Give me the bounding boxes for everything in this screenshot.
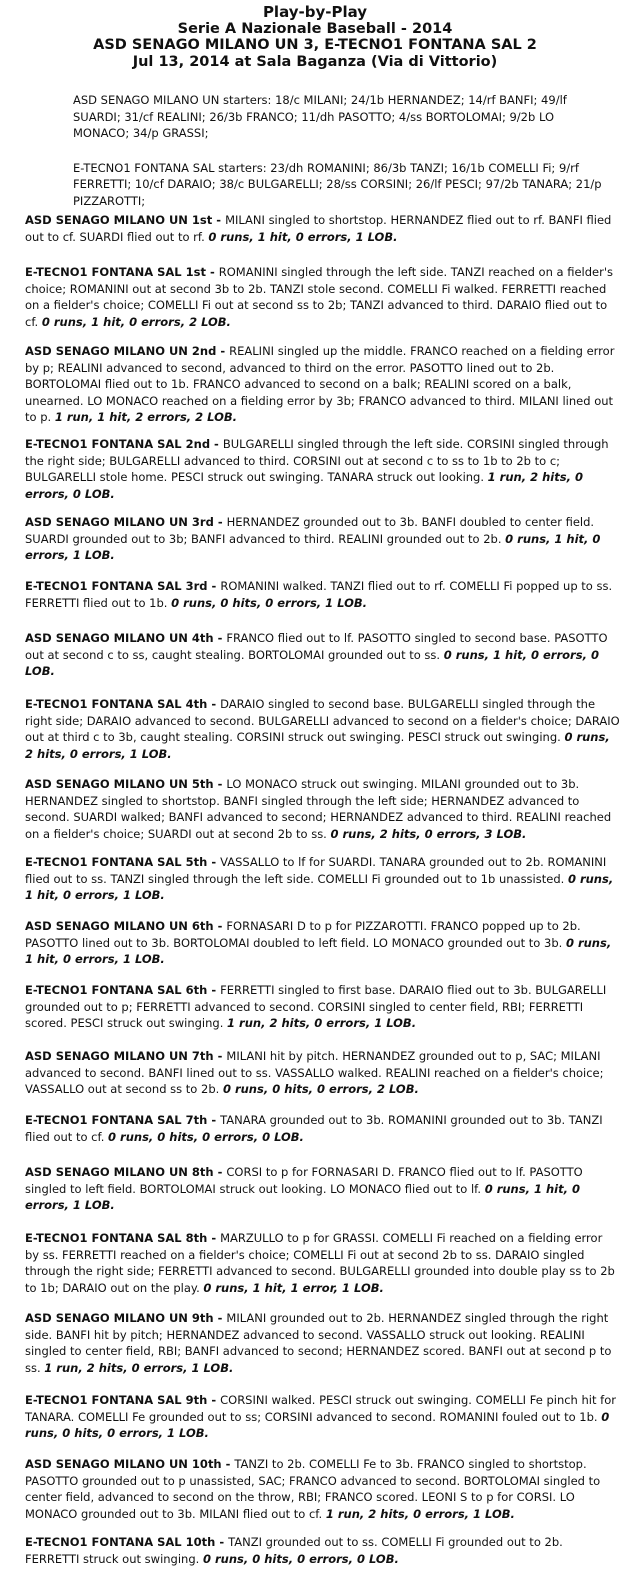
play-paragraph [25,696,620,762]
inning-summary: 0 runs, 0 hits, 0 errors, 1 LOB. [171,595,367,610]
league-title: Serie A Nazionale Baseball - 2014 [177,20,453,37]
play-text: TANZI grounded out to ss. COMELLI Fi grounded out to 2b. FERRETTI struck out swinging. [25,1535,563,1566]
inning-summary: 0 runs, 1 hit, 0 errors, 0 LOB. [25,647,599,678]
inning-summary: 1 run, 2 hits, 0 errors, 1 LOB. [325,1506,515,1521]
date-venue: Jul 13, 2014 at Sala Baganza (Via di Vittorio) [132,53,498,70]
inning-label: ASD SENAGO MILANO UN 6th - [25,919,227,933]
play-paragraph [25,1534,620,1567]
play-paragraph [25,854,620,904]
inning-summary: 0 runs, 2 hits, 0 errors, 3 LOB. [330,826,527,841]
play-paragraph [25,212,620,245]
play-text: MILANI grounded out to 2b. HERNANDEZ singled through the right side. BANFI hit by pitch; HERNANDEZ advanced to second. VASSALLO struck out looking. REALINI singled to center field, RBI; BANFI advanced to second; HERNANDEZ scored. BANFI out at second p to ss. [25,1311,612,1375]
play-paragraph [25,1456,620,1522]
play-paragraph [25,1230,620,1296]
play-paragraph [25,578,620,611]
header [0,0,630,70]
inning-summary: 1 run, 1 hit, 2 errors, 2 LOB. [54,410,238,424]
play-text: VASSALLO to lf for SUARDI. TANARA grounded out to 2b. ROMANINI flied out to ss. TANZI singled through the left side. COMELLI Fi grounded out to 1b unassisted. [25,855,607,886]
inning-label: ASD SENAGO MILANO UN 2nd - [25,344,230,358]
inning-label: E-TECNO1 FONTANA SAL 10th - [25,1535,229,1549]
inning-summary: 0 runs, 0 hits, 0 errors, 2 LOB. [222,1082,419,1096]
inning-label: E-TECNO1 FONTANA SAL 8th - [25,1231,221,1245]
play-paragraph [25,1164,620,1214]
play-text: HERNANDEZ grounded out to 3b. BANFI doubled to center field. SUARDI grounded out to 3b; BANFI advanced to third. REALINI grounded out to 2b. [25,515,595,546]
inning-label: ASD SENAGO MILANO UN 9th - [25,1311,227,1325]
play-text: DARAIO singled to second base. BULGARELLI singled through the right side; DARAIO advanced to second. BULGARELLI advanced to second on a fielder's choice; DARAIO out at third c to 3b, caught stealing. CORSINI struck out swinging. PESCI struck out swinging. [25,697,620,744]
starters-section [73,92,610,209]
inning-summary: 0 runs, 1 hit, 0 errors, 1 LOB. [25,1181,580,1212]
inning-label: E-TECNO1 FONTANA SAL 5th - [25,855,221,869]
inning-summary: 0 runs, 1 hit, 1 error, 1 LOB. [203,1280,384,1295]
inning-summary: 0 runs, 1 hit, 0 errors, 1 LOB. [25,531,601,562]
inning-label: ASD SENAGO MILANO UN 8th - [25,1165,227,1179]
play-text: ROMANINI walked. TANZI flied out to rf. COMELLI Fi popped up to ss. FERRETTI flied out to 1b. [25,579,613,610]
play-paragraph [25,264,620,330]
inning-label: ASD SENAGO MILANO UN 3rd - [25,515,227,529]
inning-label: E-TECNO1 FONTANA SAL 4th - [25,697,221,711]
play-text: MILANI hit by pitch. HERNANDEZ grounded out to p, SAC; MILANI advanced to second. BANFI lined out to ss. VASSALLO walked. REALINI reached on a fielder's choice; VASSALLO out at second ss to 2b. [25,1049,604,1096]
inning-summary: 0 runs, 0 hits, 0 errors, 1 LOB. [25,1409,610,1440]
play-paragraph [25,1048,620,1098]
inning-label: E-TECNO1 FONTANA SAL 9th - [25,1393,221,1407]
inning-label: ASD SENAGO MILANO UN 4th - [25,631,227,645]
play-paragraph [25,1112,620,1145]
inning-label: ASD SENAGO MILANO UN 5th - [25,777,227,791]
play-paragraph [25,630,620,680]
play-paragraph [25,436,620,502]
play-text: FRANCO flied out to lf. PASOTTO singled to second base. PASOTTO out at second c to ss, caught stealing. BORTOLOMAI grounded out to ss. [25,631,608,662]
matchup-score: ASD SENAGO MILANO UN 3, E-TECNO1 FONTANA SAL 2 [93,37,537,53]
play-text: CORSI to p for FORNASARI D. FRANCO flied out to lf. PASOTTO singled to left field. BORTOLOMAI struck out looking. LO MONACO flied out to lf. [25,1165,583,1196]
inning-summary: 0 runs, 0 hits, 0 errors, 0 LOB. [108,1129,304,1144]
inning-label: ASD SENAGO MILANO UN 10th - [25,1457,235,1471]
inning-label: E-TECNO1 FONTANA SAL 7th - [25,1113,221,1127]
play-text: FORNASARI D to p for PIZZAROTTI. FRANCO popped up to 2b. PASOTTO lined out to 3b. BORTOLOMAI doubled to left field. LO MONACO grounded out to 3b. [25,919,581,950]
inning-summary: 1 run, 2 hits, 0 errors, 1 LOB. [227,1016,417,1030]
play-paragraph [25,918,620,968]
play-paragraph [25,776,620,842]
play-text: TANARA grounded out to 3b. ROMANINI grounded out to 3b. TANZI flied out to cf. [25,1113,603,1144]
inning-summary: 0 runs, 1 hit, 0 errors, 1 LOB. [208,229,398,244]
inning-summary: 0 runs, 1 hit, 0 errors, 1 LOB. [25,935,612,966]
play-paragraph [25,514,620,564]
play-text: BULGARELLI singled through the left side. CORSINI singled through the right side; BULGARELLI advanced to third. CORSINI out at second c to ss to 1b to 2b to c; BULGARELLI stole home. PESCI struck out swinging. TANARA struck out looking. [25,437,609,484]
play-text: ROMANINI singled through the left side. TANZI reached on a fielder's choice; ROMANINI out at second 3b to 2b. TANZI stole second. COMELLI Fi walked. FERRETTI reached on a fielder's choice; COMELLI Fi out at second ss to 2b; TANZI advanced to third. DARAIO flied out to cf. [25,265,613,329]
inning-summary: 0 runs, 0 hits, 0 errors, 0 LOB. [202,1551,399,1566]
play-text: CORSINI walked. PESCI struck out swinging. COMELLI Fe pinch hit for TANARA. COMELLI Fe grounded out to ss; CORSINI advanced to second. ROMANINI fouled out to 1b. [25,1393,616,1424]
play-paragraph [25,1392,620,1442]
play-paragraph [25,343,620,426]
play-text: LO MONACO struck out swinging. MILANI grounded out to 3b. HERNANDEZ singled to shortstop. BANFI singled through the left side; HERNANDEZ advanced to second. SUARDI walked; BANFI advanced to second; HERNANDEZ advanced to third. REALINI reached on a fielder's choice; SUARDI out at second 2b to ss. [25,777,612,841]
inning-label: E-TECNO1 FONTANA SAL 3rd - [25,579,221,593]
inning-summary: 0 runs, 1 hit, 0 errors, 1 LOB. [25,871,614,902]
inning-summary: 1 run, 2 hits, 0 errors, 0 LOB. [25,470,583,501]
play-text: REALINI singled up the middle. FRANCO reached on a fielding error by p; REALINI advanced to second, advanced to third on the error. PASOTTO lined out to 2b. BORTOLOMAI flied out to 1b. FRANCO advanced to second on a balk; REALINI scored on a balk, unearned. LO MONACO reached on a fielding error by 3b; FRANCO advanced to third. MILANI lined out to p. [25,344,615,424]
inning-summary: 0 runs, 1 hit, 0 errors, 2 LOB. [41,314,231,329]
inning-label: ASD SENAGO MILANO UN 7th - [25,1049,227,1063]
inning-summary: 1 run, 2 hits, 0 errors, 1 LOB. [44,1360,234,1375]
play-paragraph [25,982,620,1032]
play-text: MARZULLO to p for GRASSI. COMELLI Fi reached on a fielding error by ss. FERRETTI reached on a fielder's choice; COMELLI Fi out at second 2b to ss. DARAIO singled through the right side; FERRETTI advanced to second. BULGARELLI grounded into double play ss to 2b to 1b; DARAIO out on the play. [25,1231,615,1295]
away-starters: E-TECNO1 FONTANA SAL starters: 23/dh ROMANINI; 86/3b TANZI; 16/1b COMELLI Fi; 9/rf FERRETTI; 10/cf DARAIO; 38/c BULGARELLI; 28/ss CORSINI; 26/lf PESCI; 97/2b TANARA; 21/p PIZZAROTTI; [73,160,602,208]
home-starters: ASD SENAGO MILANO UN starters: 18/c MILANI; 24/1b HERNANDEZ; 14/rf BANFI; 49/lf SUARDI; 31/cf REALINI; 26/3b FRANCO; 11/dh PASOTTO; 4/ss BORTOLOMAI; 9/2b LO MONACO; 34/p GRASSI; [73,93,567,140]
play-text: TANZI to 2b. COMELLI Fe to 3b. FRANCO singled to shortstop. PASOTTO grounded out to p unassisted, SAC; FRANCO advanced to second. BORTOLOMAI singled to center field, advanced to second on the throw, RBI; FRANCO scored. LEONI S to p for CORSI. LO MONACO grounded out to 3b. MILANI flied out to cf. [25,1457,601,1521]
inning-label: ASD SENAGO MILANO UN 1st - [25,213,226,227]
inning-label: E-TECNO1 FONTANA SAL 1st - [25,265,219,279]
page-title: Play-by-Play [262,3,368,21]
inning-label: E-TECNO1 FONTANA SAL 2nd - [25,437,223,451]
play-paragraph [25,1310,620,1376]
play-text: FERRETTI singled to first base. DARAIO flied out to 3b. BULGARELLI grounded out to p; FERRETTI advanced to second. CORSINI singled to center field, RBI; FERRETTI scored. PESCI struck out swinging. [25,983,607,1030]
inning-summary: 0 runs, 2 hits, 0 errors, 1 LOB. [25,730,610,761]
inning-label: E-TECNO1 FONTANA SAL 6th - [25,983,221,997]
play-text: MILANI singled to shortstop. HERNANDEZ flied out to rf. BANFI flied out to cf. SUARDI flied out to rf. [25,213,612,244]
